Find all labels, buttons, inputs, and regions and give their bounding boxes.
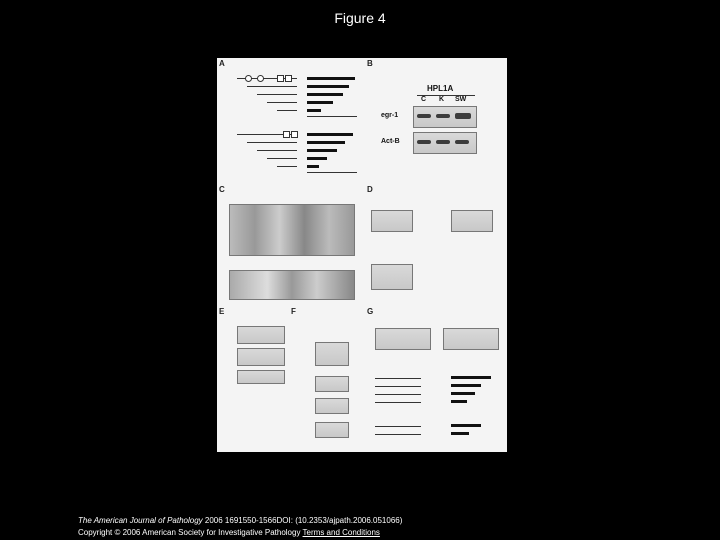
citation-line bbox=[78, 516, 402, 525]
panel-f-label: F bbox=[291, 307, 296, 316]
panel-b-row-egr1: egr-1 bbox=[381, 112, 399, 119]
panel-b-lane-sw: SW bbox=[455, 96, 467, 103]
terms-link[interactable]: Terms and Conditions bbox=[302, 528, 380, 537]
panel-a bbox=[217, 58, 367, 183]
panel-b-row-actb: Act-B bbox=[381, 138, 400, 145]
panel-c-label: C bbox=[219, 185, 225, 194]
panel-g bbox=[365, 306, 507, 452]
panel-c bbox=[217, 184, 365, 304]
copyright-text: Copyright © 2006 American Society for Investigative Pathology bbox=[78, 528, 301, 537]
panel-e-label: E bbox=[219, 307, 225, 316]
panel-b-label: B bbox=[367, 59, 373, 68]
journal-name: The American Journal of Pathology bbox=[78, 516, 203, 525]
copyright-line bbox=[78, 528, 380, 537]
panel-f bbox=[289, 306, 365, 452]
panel-b bbox=[365, 58, 507, 183]
panel-d bbox=[365, 184, 507, 304]
citation-text: 2006 1691550-1566DOI: (10.2353/ajpath.2006.051066) bbox=[202, 516, 403, 525]
panel-g-label: G bbox=[367, 307, 374, 316]
panel-d-label: D bbox=[367, 185, 373, 194]
panel-b-lane-c: C bbox=[421, 96, 427, 103]
figure-image bbox=[217, 58, 507, 452]
panel-a-label: A bbox=[219, 59, 225, 68]
page-title: Figure 4 bbox=[334, 10, 386, 26]
panel-e bbox=[217, 306, 289, 452]
panel-b-gel-title: HPL1A bbox=[427, 84, 454, 93]
panel-b-lane-k: K bbox=[439, 96, 445, 103]
